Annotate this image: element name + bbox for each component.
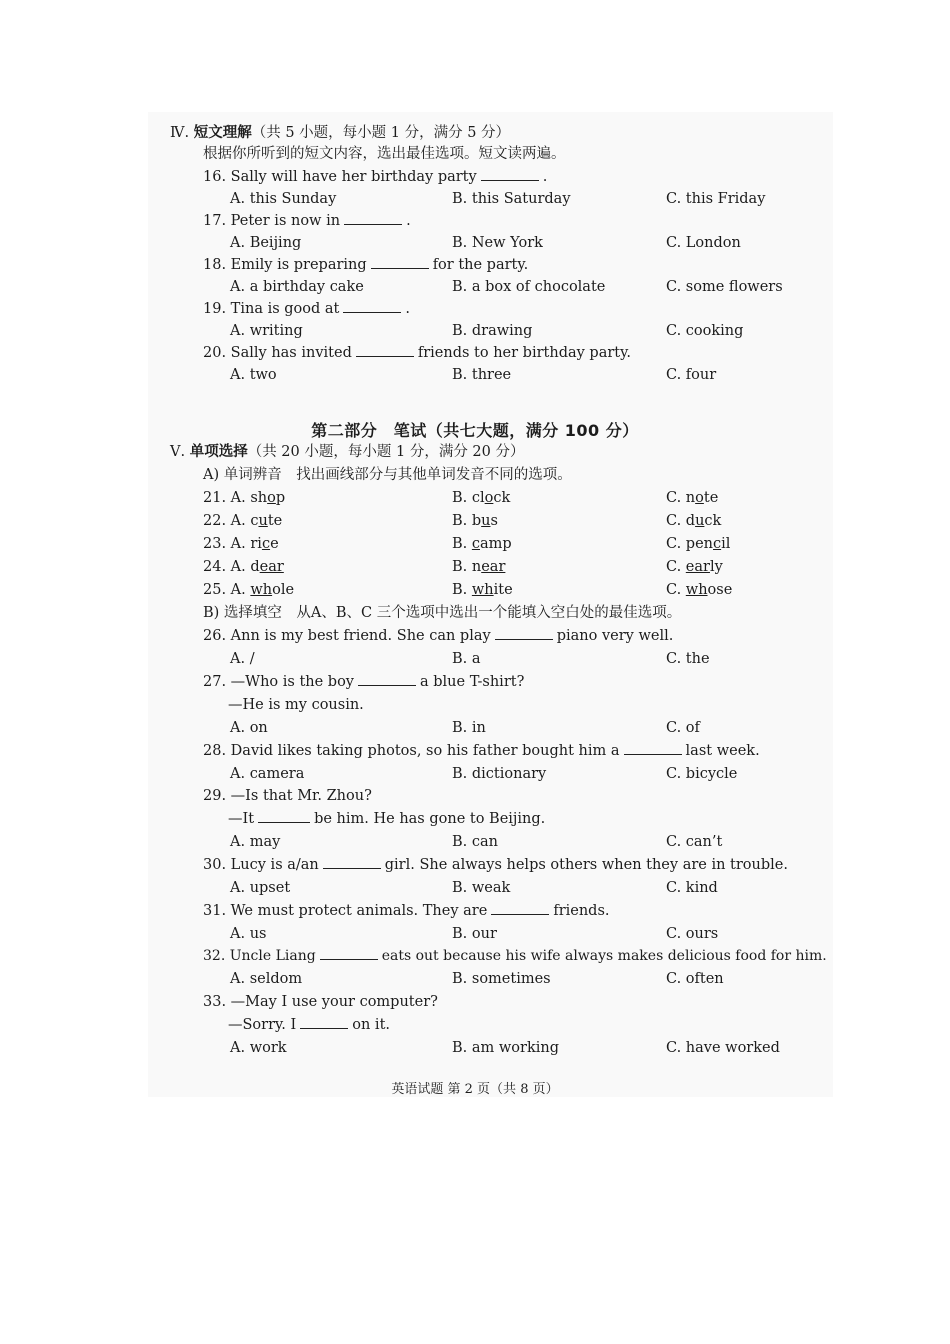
question-17: 17. Peter is now in . bbox=[203, 213, 411, 229]
answer-blank bbox=[344, 212, 402, 225]
option-c: C. early bbox=[666, 559, 723, 575]
question-28: 28. David likes taking photos, so his father bought him a last week. bbox=[203, 743, 760, 759]
option-c: C. can’t bbox=[666, 834, 723, 850]
option-b: B. camp bbox=[452, 536, 512, 552]
option-a: A. / bbox=[230, 651, 255, 667]
question-23: 23. A. rice bbox=[203, 536, 279, 552]
question-19: 19. Tina is good at . bbox=[203, 301, 410, 317]
question-33-reply: —Sorry. I on it. bbox=[228, 1017, 391, 1033]
section-4-heading bbox=[170, 124, 510, 142]
option-b: B. a box of chocolate bbox=[452, 279, 606, 295]
question-18: 18. Emily is preparing for the party. bbox=[203, 257, 529, 273]
question-27-reply: —He is my cousin. bbox=[228, 697, 364, 713]
option-c: C. duck bbox=[666, 513, 722, 529]
question-21: 21. A. shop bbox=[203, 490, 286, 506]
option-b: B. our bbox=[452, 926, 497, 942]
question-30: 30. Lucy is a/an girl. She always helps others when they are in trouble. bbox=[203, 857, 788, 873]
option-c: C. cooking bbox=[666, 323, 744, 339]
question-29: 29. —Is that Mr. Zhou? bbox=[203, 788, 372, 804]
option-b: B. sometimes bbox=[452, 971, 551, 987]
page-footer: 英语试题 第 2 页（共 8 页） bbox=[391, 1082, 559, 1097]
option-c: C. bicycle bbox=[666, 766, 738, 782]
section-4-instruction: 根据你所听到的短文内容，选出最佳选项。短文读两遍。 bbox=[203, 146, 566, 162]
question-26: 26. Ann is my best friend. She can play piano very well. bbox=[203, 628, 674, 644]
option-b: B. New York bbox=[452, 235, 543, 251]
part-2-title: 第二部分 笔试（共七大题，满分 100 分） bbox=[311, 421, 639, 440]
option-b: B. this Saturday bbox=[452, 191, 571, 207]
section-5-heading bbox=[170, 443, 524, 461]
section-points: （共 5 小题，每小题 1 分，满分 5 分） bbox=[251, 125, 511, 141]
option-b: B. a bbox=[452, 651, 481, 667]
option-a: A. writing bbox=[230, 323, 303, 339]
answer-blank bbox=[358, 673, 416, 686]
answer-blank bbox=[481, 168, 539, 181]
section-points: （共 20 小题，每小题 1 分，满分 20 分） bbox=[247, 444, 525, 460]
option-b: B. dictionary bbox=[452, 766, 547, 782]
option-a: A. camera bbox=[230, 766, 305, 782]
subsection-a-instruction: A) 单词辨音 找出画线部分与其他单词发音不同的选项。 bbox=[203, 467, 572, 483]
option-a: A. us bbox=[230, 926, 267, 942]
answer-blank bbox=[495, 627, 553, 640]
question-22: 22. A. cute bbox=[203, 513, 283, 529]
option-b: B. three bbox=[452, 367, 512, 383]
option-b: B. can bbox=[452, 834, 498, 850]
option-c: C. ours bbox=[666, 926, 719, 942]
option-b: B. in bbox=[452, 720, 486, 736]
subsection-b-instruction: B) 选择填空 从A、B、C 三个选项中选出一个能填入空白处的最佳选项。 bbox=[203, 605, 682, 621]
option-b: B. clock bbox=[452, 490, 511, 506]
question-32: 32. Uncle Liang eats out because his wife always makes delicious food for him. bbox=[203, 948, 827, 964]
option-b: B. white bbox=[452, 582, 513, 598]
option-b: B. weak bbox=[452, 880, 511, 896]
option-c: C. pencil bbox=[666, 536, 731, 552]
answer-blank bbox=[624, 742, 682, 755]
option-a: A. upset bbox=[230, 880, 291, 896]
answer-blank bbox=[300, 1016, 348, 1029]
option-a: A. Beijing bbox=[230, 235, 302, 251]
option-c: C. have worked bbox=[666, 1040, 780, 1056]
question-33: 33. —May I use your computer? bbox=[203, 994, 438, 1010]
option-a: A. may bbox=[230, 834, 281, 850]
option-c: C. often bbox=[666, 971, 724, 987]
answer-blank bbox=[320, 947, 378, 960]
option-a: A. seldom bbox=[230, 971, 303, 987]
option-b: B. bus bbox=[452, 513, 498, 529]
question-24: 24. A. dear bbox=[203, 559, 284, 575]
question-25: 25. A. whole bbox=[203, 582, 295, 598]
answer-blank bbox=[491, 902, 549, 915]
option-b: B. am working bbox=[452, 1040, 559, 1056]
option-c: C. kind bbox=[666, 880, 718, 896]
option-a: A. two bbox=[230, 367, 277, 383]
option-b: B. drawing bbox=[452, 323, 533, 339]
section-title: 单项选择 bbox=[189, 444, 248, 460]
answer-blank bbox=[356, 344, 414, 357]
option-c: C. this Friday bbox=[666, 191, 766, 207]
option-c: C. some flowers bbox=[666, 279, 783, 295]
option-c: C. the bbox=[666, 651, 710, 667]
answer-blank bbox=[323, 856, 381, 869]
question-20: 20. Sally has invited friends to her birthday party. bbox=[203, 345, 631, 361]
section-number: Ⅴ. bbox=[170, 444, 186, 460]
section-number: Ⅳ. bbox=[170, 125, 190, 141]
option-a: A. this Sunday bbox=[230, 191, 337, 207]
answer-blank bbox=[343, 300, 401, 313]
question-16: 16. Sally will have her birthday party . bbox=[203, 169, 548, 185]
option-b: B. near bbox=[452, 559, 506, 575]
section-title: 短文理解 bbox=[193, 125, 252, 141]
option-a: A. on bbox=[230, 720, 268, 736]
option-c: C. London bbox=[666, 235, 741, 251]
question-27: 27. —Who is the boy a blue T-shirt? bbox=[203, 674, 525, 690]
answer-blank bbox=[258, 810, 310, 823]
question-31: 31. We must protect animals. They are friends. bbox=[203, 903, 610, 919]
option-c: C. of bbox=[666, 720, 700, 736]
question-29-reply: —It be him. He has gone to Beijing. bbox=[228, 811, 546, 827]
option-a: A. work bbox=[230, 1040, 287, 1056]
option-a: A. a birthday cake bbox=[230, 279, 364, 295]
option-c: C. whose bbox=[666, 582, 733, 598]
option-c: C. note bbox=[666, 490, 719, 506]
option-c: C. four bbox=[666, 367, 717, 383]
answer-blank bbox=[371, 256, 429, 269]
